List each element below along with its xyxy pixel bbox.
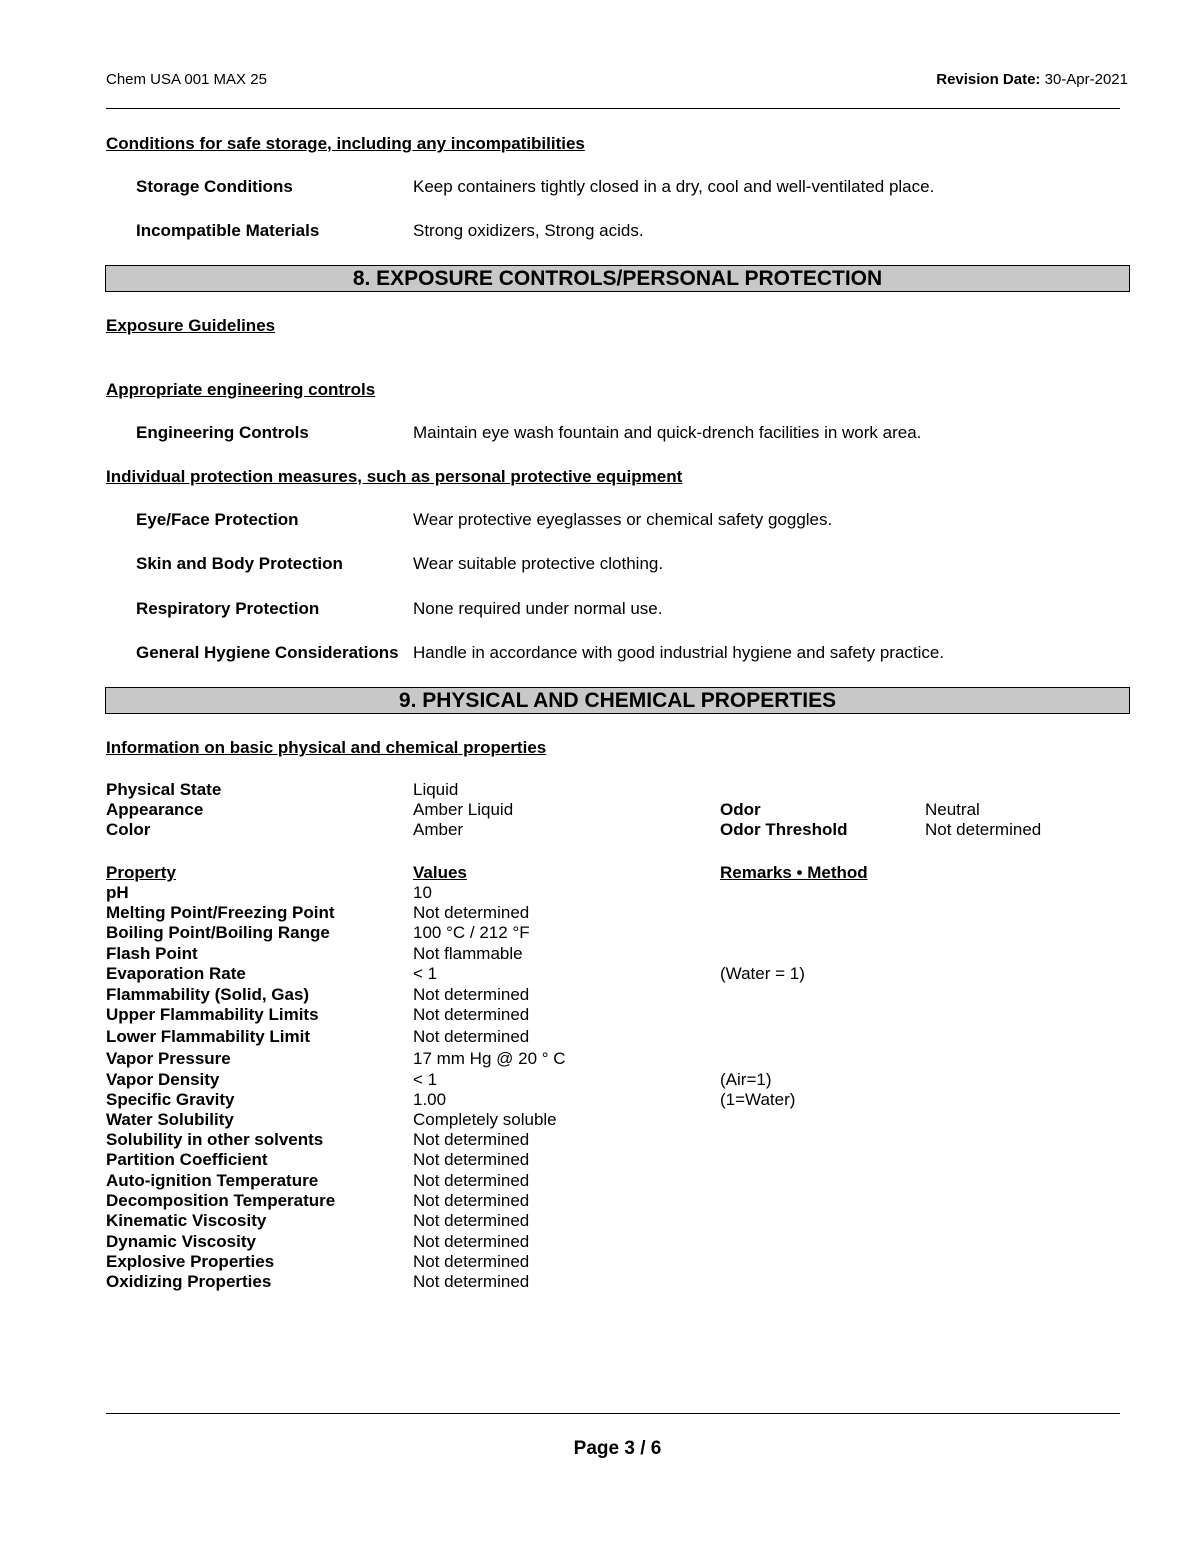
odor-threshold-value: Not determined [925,820,1042,839]
product-name: Chem USA 001 MAX 25 [106,71,267,88]
odor-value: Neutral [925,800,980,819]
footer-divider [106,1413,1120,1414]
physical-state-value: Liquid [413,780,459,799]
odor-threshold-label: Odor Threshold [720,820,848,839]
property-value: 100 °C / 212 °F [413,923,530,942]
skin-body-label: Skin and Body Protection [136,554,343,573]
engineering-controls-label: Engineering Controls [136,423,309,442]
hygiene-label: General Hygiene Considerations [136,643,399,662]
property-name: Lower Flammability Limit [106,1027,311,1046]
property-name: pH [106,883,129,902]
property-name: Decomposition Temperature [106,1191,336,1210]
property-name: Vapor Density [106,1070,220,1089]
property-value: < 1 [413,964,438,983]
property-name: Auto-ignition Temperature [106,1171,319,1190]
property-name: Flash Point [106,944,198,963]
property-name: Flammability (Solid, Gas) [106,985,310,1004]
remarks-column-header: Remarks • Method [720,863,868,882]
property-name: Specific Gravity [106,1090,235,1109]
property-value: Not determined [413,1272,530,1291]
property-remark: (Water = 1) [720,964,805,983]
incompatible-materials-value: Strong oxidizers, Strong acids. [413,221,644,240]
header-divider [106,108,1120,109]
property-remark: (Air=1) [720,1070,772,1089]
exposure-guidelines-heading: Exposure Guidelines [106,316,276,335]
property-name: Water Solubility [106,1110,234,1129]
property-name: Melting Point/Freezing Point [106,903,335,922]
property-name: Solubility in other solvents [106,1130,324,1149]
storage-conditions-value: Keep containers tightly closed in a dry, cool and well-ventilated place. [413,177,935,196]
property-name: Upper Flammability Limits [106,1005,319,1024]
appearance-label: Appearance [106,800,204,819]
property-value: Not determined [413,1005,530,1024]
incompatible-materials-label: Incompatible Materials [136,221,320,240]
property-value: Not determined [413,1252,530,1271]
property-value: Not determined [413,1211,530,1230]
hygiene-value: Handle in accordance with good industrial hygiene and safety practice. [413,643,945,662]
revision-info [936,71,1128,88]
engineering-controls-heading: Appropriate engineering controls [106,380,376,399]
property-name: Partition Coefficient [106,1150,268,1169]
property-name: Dynamic Viscosity [106,1232,256,1251]
eye-face-label: Eye/Face Protection [136,510,299,529]
appearance-value: Amber Liquid [413,800,514,819]
property-remark: (1=Water) [720,1090,796,1109]
property-value: Not determined [413,1232,530,1251]
respiratory-value: None required under normal use. [413,599,663,618]
property-value: Not determined [413,1150,530,1169]
revision-date: 30-Apr-2021 [1044,71,1128,88]
storage-conditions-label: Storage Conditions [136,177,293,196]
property-value: Not determined [413,1130,530,1149]
property-name: Evaporation Rate [106,964,246,983]
property-value: Not determined [413,1191,530,1210]
property-value: 1.00 [413,1090,447,1109]
basic-properties-heading: Information on basic physical and chemical properties [106,738,547,757]
odor-label: Odor [720,800,761,819]
section-9-title: 9. PHYSICAL AND CHEMICAL PROPERTIES [105,687,1130,714]
property-value: Not determined [413,985,530,1004]
storage-heading: Conditions for safe storage, including any incompatibilities [106,134,585,153]
color-label: Color [106,820,151,839]
property-value: Completely soluble [413,1110,557,1129]
values-column-header: Values [413,863,467,882]
respiratory-label: Respiratory Protection [136,599,320,618]
property-name: Kinematic Viscosity [106,1211,267,1230]
section-8-title: 8. EXPOSURE CONTROLS/PERSONAL PROTECTION [105,265,1130,292]
property-value: Not flammable [413,944,523,963]
property-name: Vapor Pressure [106,1049,231,1068]
property-value: 10 [413,883,432,902]
property-value: < 1 [413,1070,438,1089]
engineering-controls-value: Maintain eye wash fountain and quick-drench facilities in work area. [413,423,922,442]
property-name: Oxidizing Properties [106,1272,272,1291]
property-value: 17 mm Hg @ 20 ° C [413,1049,566,1068]
ppe-heading: Individual protection measures, such as personal protective equipment [106,467,683,486]
property-value: Not determined [413,1027,530,1046]
property-value: Not determined [413,1171,530,1190]
eye-face-value: Wear protective eyeglasses or chemical safety goggles. [413,510,833,529]
physical-state-label: Physical State [106,780,222,799]
color-value: Amber [413,820,464,839]
property-value: Not determined [413,903,530,922]
revision-label: Revision Date: [936,71,1041,88]
skin-body-value: Wear suitable protective clothing. [413,554,664,573]
page-number: Page 3 / 6 [573,1438,662,1459]
property-name: Explosive Properties [106,1252,275,1271]
property-name: Boiling Point/Boiling Range [106,923,330,942]
property-column-header: Property [106,863,176,882]
